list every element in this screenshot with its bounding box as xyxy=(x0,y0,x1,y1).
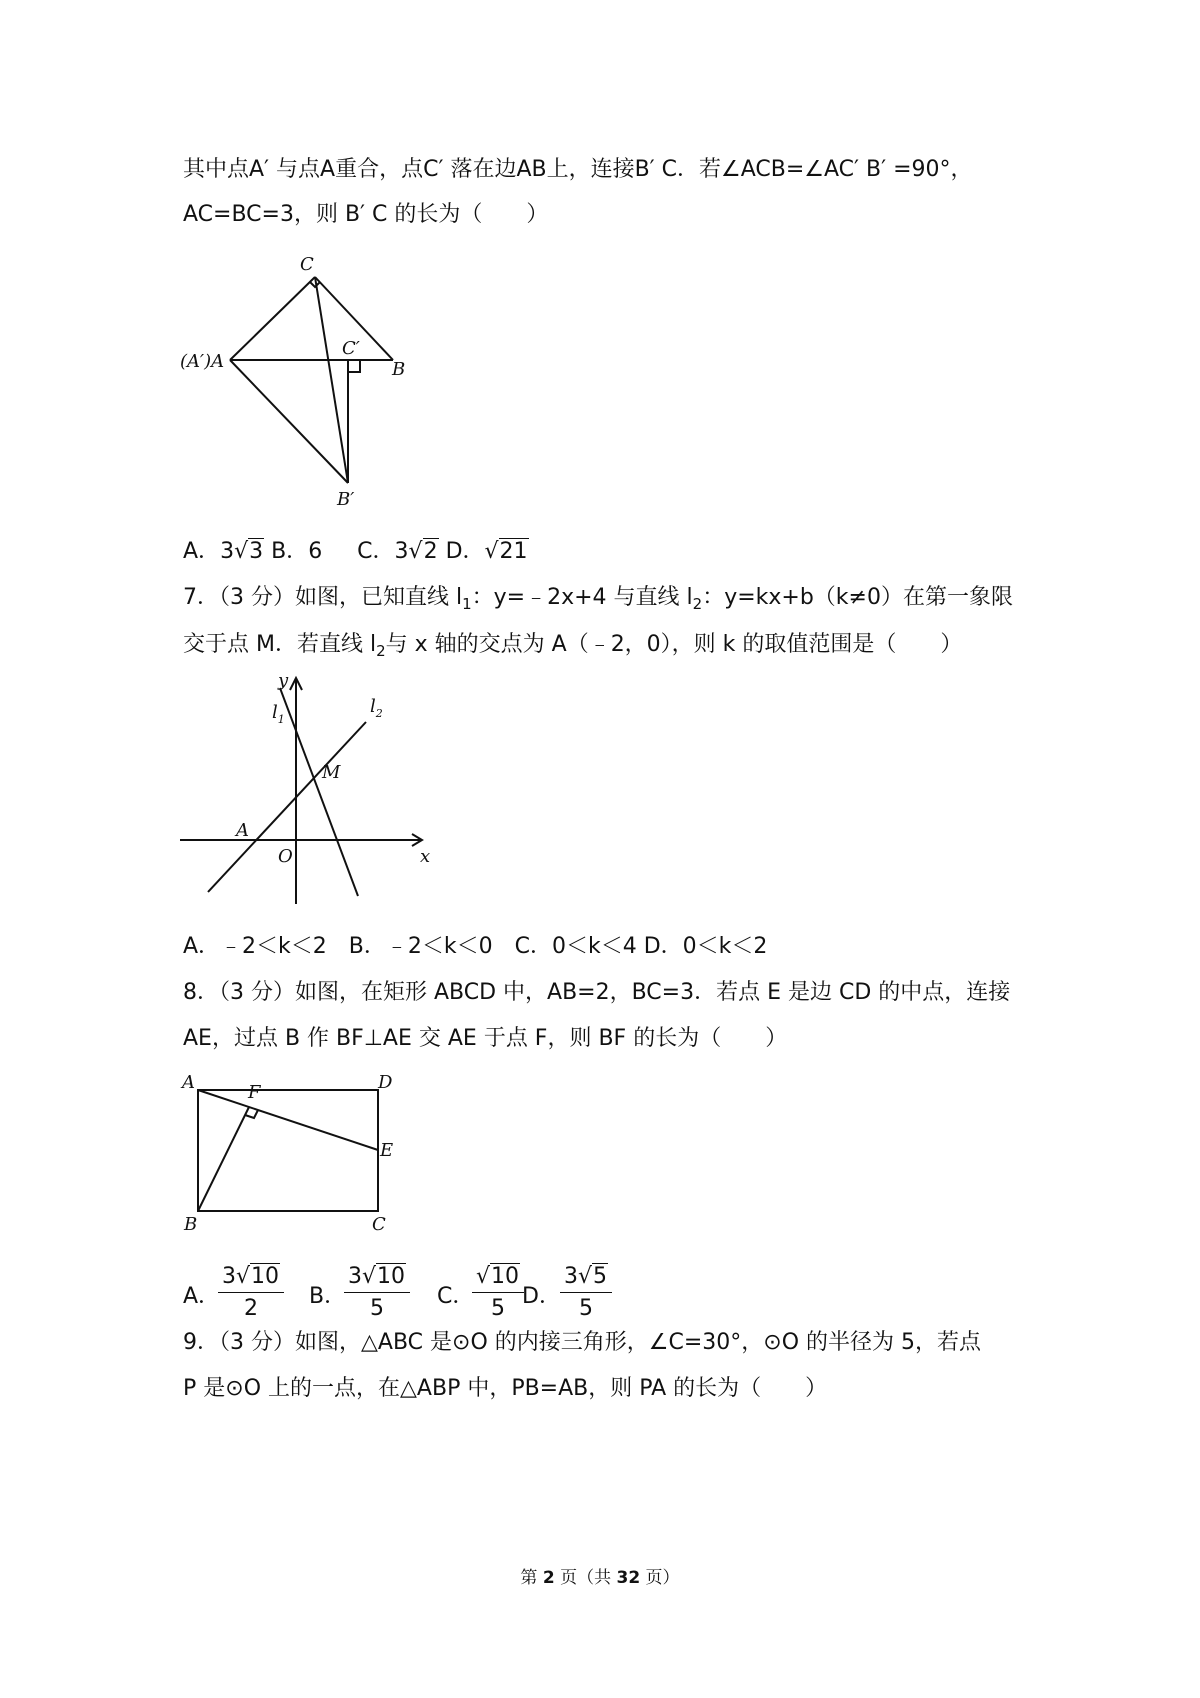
q6-label-c: C xyxy=(300,255,314,275)
q6-option-d-label: D． xyxy=(445,539,485,564)
q9-text-line1: 9．（3 分）如图，△ABC 是⊙O 的内接三角形，∠C=30°，⊙O 的半径为 5，若点 xyxy=(183,1330,982,1355)
q8-label-b: B xyxy=(184,1214,198,1235)
q8-option-a-coef: 3 xyxy=(222,1264,236,1289)
q7-label-a: A xyxy=(236,820,249,841)
q6-label-b: B xyxy=(392,359,406,380)
q8-text-line2: AE，过点 B 作 BF⊥AE 交 AE 于点 F，则 BF 的长为（ ） xyxy=(183,1026,788,1051)
q8-option-b-denominator: 5 xyxy=(370,1296,385,1321)
q8-label-f: F xyxy=(248,1082,261,1103)
q7-line1-part-a: 7．（3 分）如图，已知直线 l xyxy=(183,585,463,610)
q8-figure xyxy=(178,1068,418,1242)
q7-line1-sub1: 1 xyxy=(462,595,472,613)
q8-option-a-radicand: 10 xyxy=(251,1264,280,1289)
q8-option-d-fraction xyxy=(560,1262,612,1325)
q8-option-b-coef: 3 xyxy=(348,1264,362,1289)
q7-label-m: M xyxy=(322,762,341,783)
q8-option-d-denominator: 5 xyxy=(579,1296,594,1321)
q6-options xyxy=(183,537,529,567)
q7-line1-part-b: ：y=﹣2x+4 与直线 l xyxy=(471,585,693,610)
q6-figure xyxy=(180,255,420,519)
q8-label-c: C xyxy=(372,1214,386,1235)
q6-option-c-radical: √2 xyxy=(408,539,438,564)
q8-text-line1: 8．（3 分）如图，在矩形 ABCD 中，AB=2，BC=3．若点 E 是边 CD 的中点，连接 xyxy=(183,980,1011,1005)
q6-option-d-radical: √21 xyxy=(484,539,528,564)
q7-line1-part-c: ：y=kx+b（k≠0）在第一象限 xyxy=(702,585,1013,610)
q6-option-c-radicand: 2 xyxy=(423,539,438,564)
q7-label-o: O xyxy=(278,846,293,867)
q7-label-l1: $l_1$ xyxy=(272,702,285,726)
q8-option-c-denominator: 5 xyxy=(491,1296,506,1321)
q7-figure xyxy=(180,672,440,916)
q7-line2-part-a: 交于点 M．若直线 l xyxy=(183,632,377,657)
footer-prefix: 第 xyxy=(520,1568,543,1588)
q7-line2-part-b: 与 x 轴的交点为 A（﹣2，0），则 k 的取值范围是（ ） xyxy=(385,632,963,657)
q8-option-d-radical: √5 xyxy=(578,1264,608,1289)
q9-text-line2: P 是⊙O 上的一点，在△ABP 中，PB=AB，则 PA 的长为（ ） xyxy=(183,1376,828,1401)
q8-label-d: D xyxy=(378,1072,393,1093)
page-footer xyxy=(0,1563,1200,1588)
q8-label-a: A xyxy=(182,1072,195,1093)
q6-option-a-coef: 3 xyxy=(220,539,235,564)
q6-text-line1: 其中点A′ 与点A重合，点C′ 落在边AB上，连接B′ C．若∠ACB=∠AC′ B′ =90°， xyxy=(183,157,973,182)
q8-option-b-label: B． xyxy=(309,1284,347,1309)
q8-option-c-numerator xyxy=(472,1262,524,1293)
q6-option-a-label: A． xyxy=(183,539,221,564)
q6-label-cprime: C′ xyxy=(342,338,360,359)
page-number: 2 xyxy=(542,1568,555,1588)
q6-label-bprime: B′ xyxy=(337,489,355,510)
q6-option-c-coef: 3 xyxy=(394,539,409,564)
q8-option-c-radical: √10 xyxy=(476,1264,520,1289)
q6-label-a: (A′)A xyxy=(180,351,225,372)
q8-option-b-numerator xyxy=(344,1262,410,1293)
footer-suffix: 页） xyxy=(640,1568,680,1588)
q8-option-d-radicand: 5 xyxy=(593,1264,608,1289)
q6-option-b-label: B． xyxy=(271,539,309,564)
q7-line2-sub: 2 xyxy=(376,642,386,660)
q8-option-c-fraction xyxy=(472,1262,524,1325)
q8-option-c-label: C． xyxy=(437,1284,475,1309)
q7-text-line1 xyxy=(183,583,1013,619)
total-pages: 32 xyxy=(616,1568,641,1588)
q8-option-c-radicand: 10 xyxy=(491,1264,520,1289)
q8-option-d-coef: 3 xyxy=(564,1264,578,1289)
q8-option-d-numerator xyxy=(560,1262,612,1293)
q8-option-a-numerator xyxy=(218,1262,284,1293)
q7-text-line2 xyxy=(183,630,962,666)
q8-option-a-fraction xyxy=(218,1262,284,1325)
q6-option-c-label: C． xyxy=(357,539,395,564)
q8-label-e: E xyxy=(380,1140,394,1161)
q6-option-d-radicand: 21 xyxy=(499,539,528,564)
q8-option-b-radical: √10 xyxy=(362,1264,406,1289)
q7-options: A．﹣2＜k＜2 B．﹣2＜k＜0 C．0＜k＜4 D．0＜k＜2 xyxy=(183,934,768,959)
q7-label-x: x xyxy=(420,846,431,867)
q7-line1-sub2: 2 xyxy=(692,595,703,613)
q8-option-a-denominator: 2 xyxy=(244,1296,259,1321)
q8-option-b-radicand: 10 xyxy=(377,1264,406,1289)
q7-label-l2: $l_2$ xyxy=(370,696,383,720)
q6-option-b-text: 6 xyxy=(308,539,323,564)
q7-label-y: y xyxy=(278,672,289,691)
q8-option-b-fraction xyxy=(344,1262,410,1325)
q6-option-a-radical: √3 xyxy=(234,539,264,564)
q6-option-a-radicand: 3 xyxy=(249,539,264,564)
footer-middle: 页（共 xyxy=(554,1568,617,1588)
q6-text-line2: AC=BC=3，则 B′ C 的长为（ ） xyxy=(183,202,549,227)
q8-option-a-radical: √10 xyxy=(236,1264,280,1289)
q8-option-a-label: A． xyxy=(183,1284,221,1309)
q8-option-d-label: D． xyxy=(522,1284,561,1309)
